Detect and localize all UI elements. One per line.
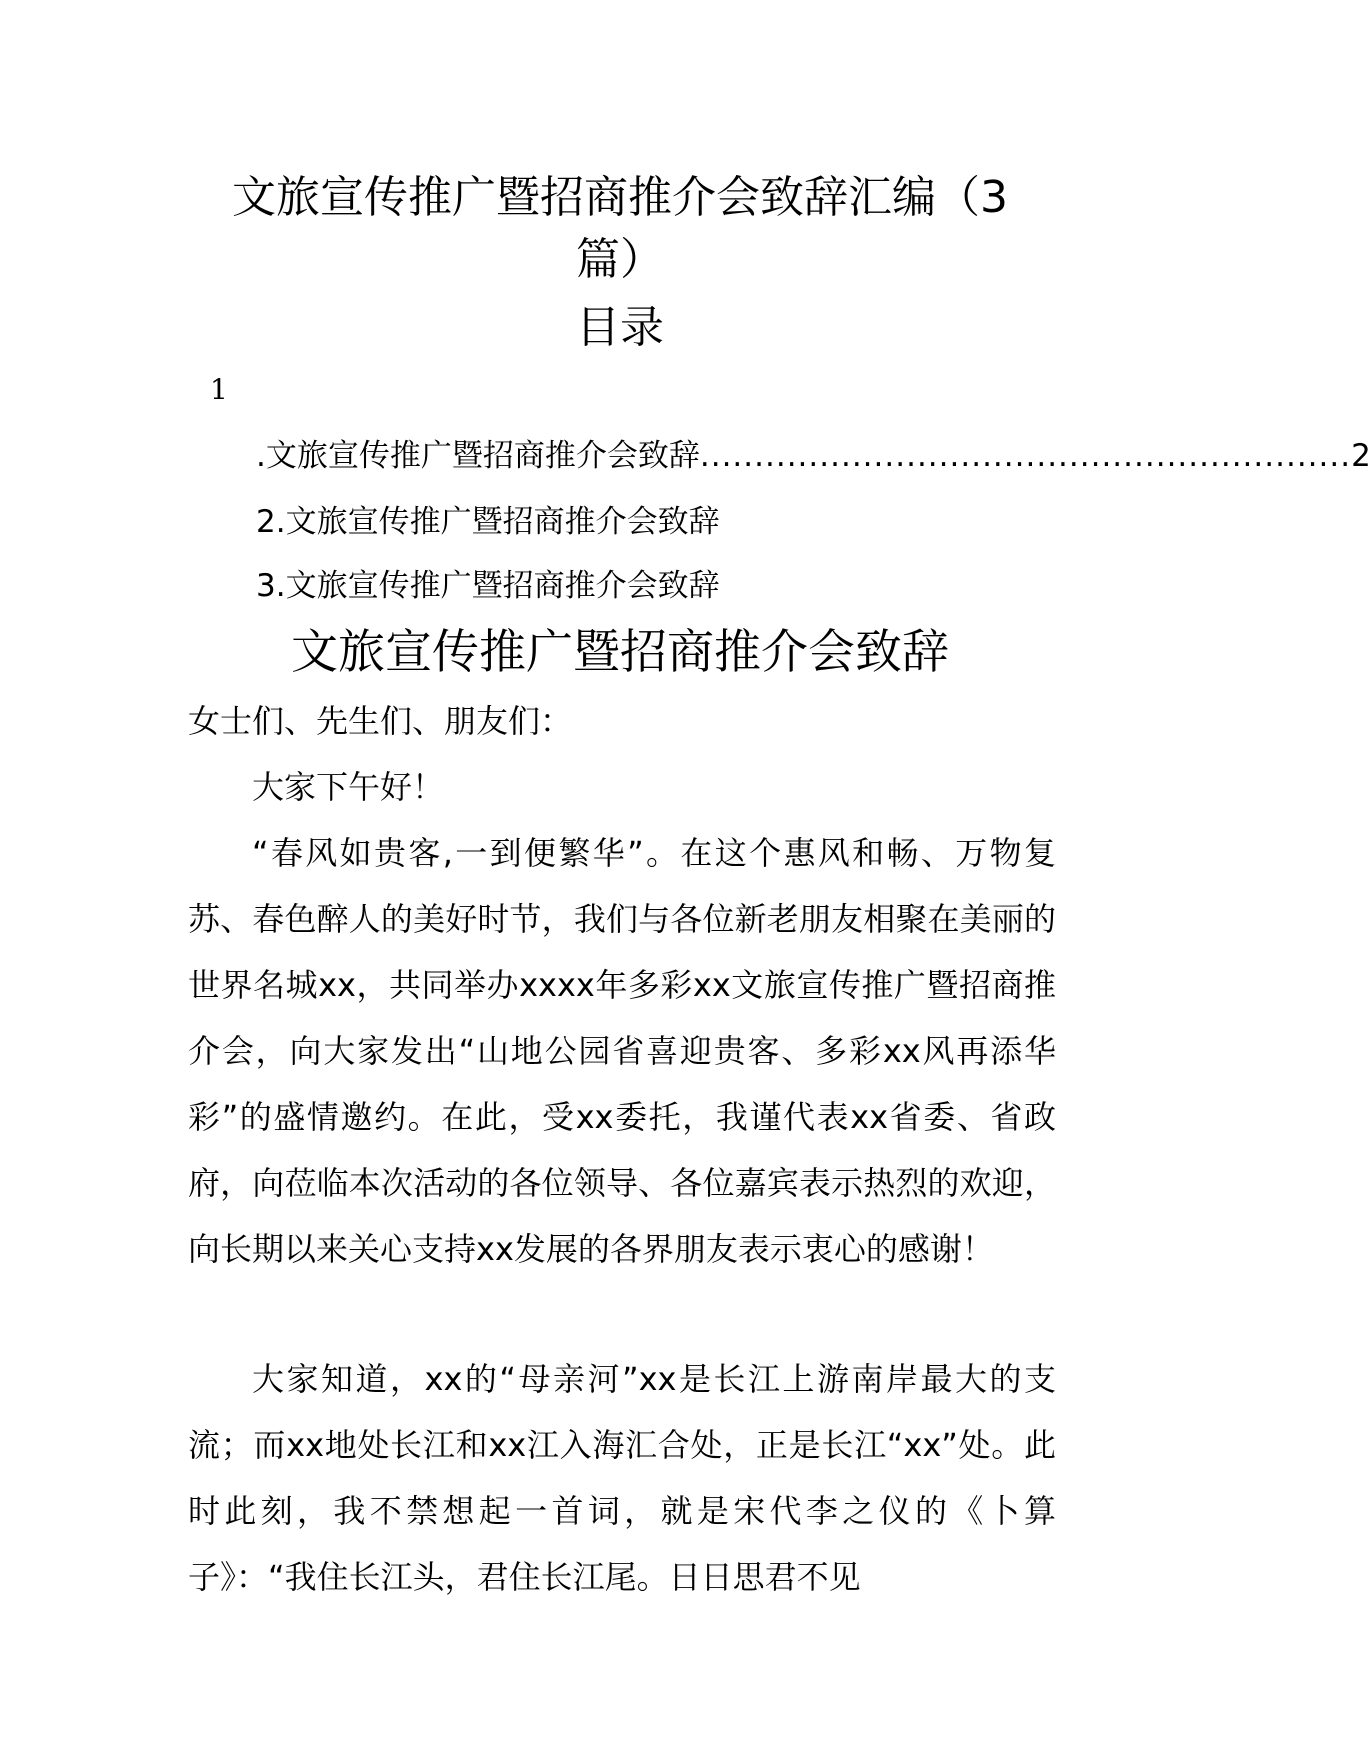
salutation: 女士们、先生们、朋友们： [188,702,573,740]
toc-entry-text: .文旅宣传推广暨招商推介会致辞 [256,438,700,474]
body-paragraph: “春风如贵客,一到便繁华”。在这个惠风和畅、万物复苏、春色醉人的美好时节，我们与各位新老朋友相聚在美丽的世界名城xx，共同举办xxxx年多彩xx文旅宣传推广暨招商推介会，向大家发出“山地公园省喜迎贵客、多彩xx风再添华彩”的盛情邀约。在此，受xx委托，我谨代表xx省委、省政府，向莅临本次活动的各位领导、各位嘉宾表示热烈的欢迎，向长期以来关心支持xx发展的各界朋友表示衷心的感谢！ [188,834,1056,1268]
toc-page-number: 2 [1351,438,1371,474]
toc-number-prefix: 1 [210,373,228,406]
greeting: 大家下午好！ [252,768,445,806]
body-paragraph: 大家知道，xx的“母亲河”xx是长江上游南岸最大的支流；而xx地处长江和xx江入海汇合处，正是长江“xx”处。此时此刻，我不禁想起一首词，就是宋代李之仪的《卜算子》：“我住长江头，君住长江尾。日日思君不见 [188,1360,1056,1596]
toc-entry[interactable] [256,564,720,608]
document-title-continued: 篇） [576,234,664,285]
toc-entry-text: 2.文旅宣传推广暨招商推介会致辞 [256,504,720,540]
section-title: 文旅宣传推广暨招商推介会致辞 [291,625,949,680]
toc-heading: 目录 [576,302,664,353]
document-title: 文旅宣传推广暨招商推介会致辞汇编（3 [232,172,1008,223]
toc-entry-text: 3.文旅宣传推广暨招商推介会致辞 [256,568,720,604]
toc-dot-leader: ............................................................ [699,438,1352,474]
toc-entry[interactable] [256,500,720,544]
toc-entry[interactable] [256,434,1371,478]
